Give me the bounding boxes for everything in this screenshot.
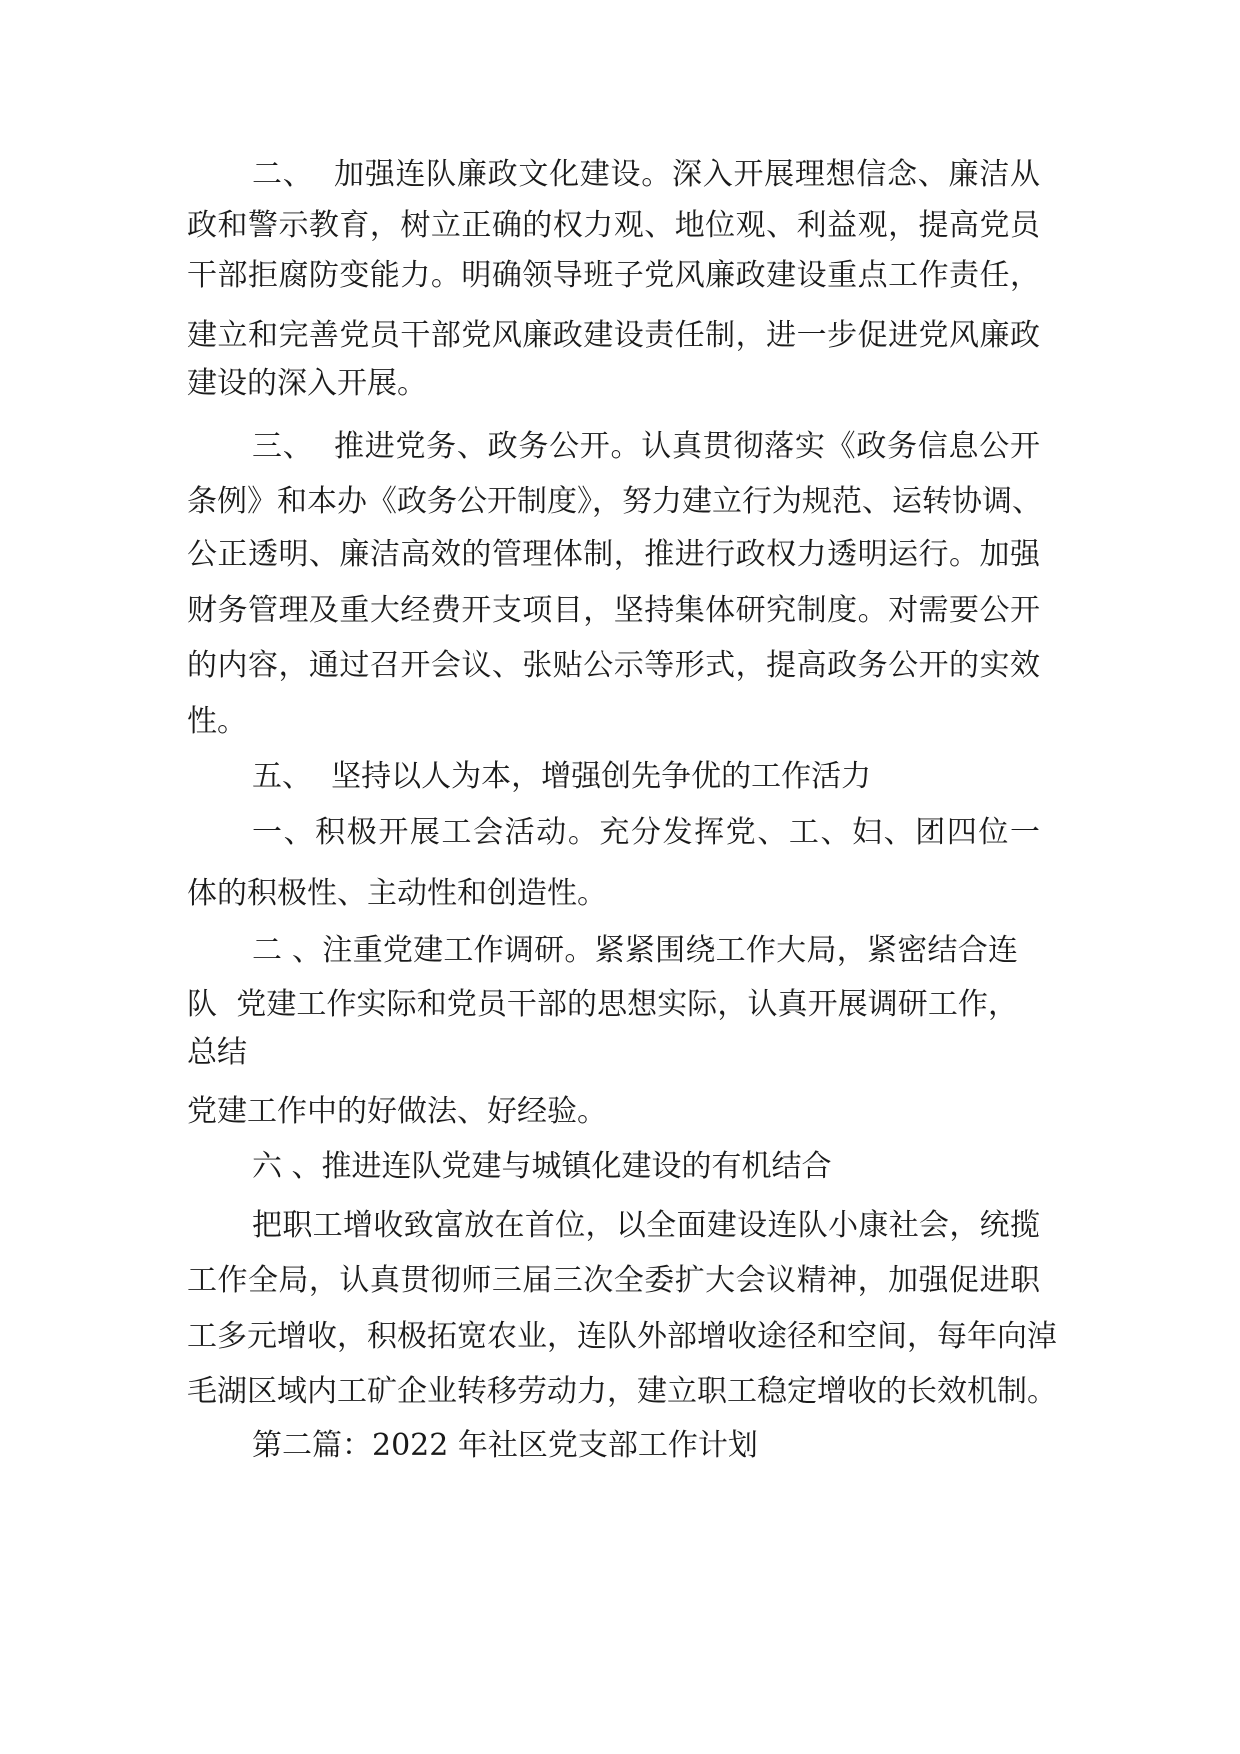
paragraph-line: 建设的深入开展。: [187, 366, 427, 401]
paragraph-line: 工作全局，认真贯彻师三届三次全委扩大会议精神，加强促进职: [187, 1263, 1040, 1298]
paragraph-line: 二 、注重党建工作调研。紧紧围绕工作大局，紧密结合连: [252, 933, 1018, 968]
paragraph-line: 条例》和本办《政务公开制度》，努力建立行为规范、运转协调、: [187, 484, 1042, 519]
paragraph-line: 公正透明、廉洁高效的管理体制，推进行政权力透明运行。加强: [187, 537, 1040, 572]
paragraph-line: 队 党建工作实际和党员干部的思想实际，认真开展调研工作，: [187, 987, 1018, 1022]
paragraph-line: 性。: [187, 704, 247, 739]
paragraph-line: 党建工作中的好做法、好经验。: [187, 1094, 607, 1129]
paragraph-line: 二、 加强连队廉政文化建设。深入开展理想信念、廉洁从: [252, 157, 1040, 192]
paragraph-line: 一、积极开展工会活动。充分发挥党、工、妇、团四位一: [252, 815, 1040, 850]
paragraph-line: 干部拒腐防变能力。明确领导班子党风廉政建设重点工作责任，: [187, 258, 1040, 293]
paragraph-line: 体的积极性、主动性和创造性。: [187, 876, 607, 911]
paragraph-line: 三、 推进党务、政务公开。认真贯彻落实《政务信息公开: [252, 429, 1040, 464]
paragraph-line: 总结: [187, 1035, 247, 1070]
paragraph-line: 政和警示教育，树立正确的权力观、地位观、利益观，提高党员: [187, 208, 1040, 243]
section-heading: 第二篇：2022 年社区党支部工作计划: [252, 1428, 758, 1463]
paragraph-line: 建立和完善党员干部党风廉政建设责任制，进一步促进党风廉政: [187, 318, 1040, 353]
paragraph-line: 毛湖区域内工矿企业转移劳动力，建立职工稳定增收的长效机制。: [187, 1374, 1057, 1409]
section-heading: 六 、推进连队党建与城镇化建设的有机结合: [252, 1149, 832, 1184]
paragraph-line: 工多元增收，积极拓宽农业，连队外部增收途径和空间，每年向淖: [187, 1319, 1057, 1354]
paragraph-line: 财务管理及重大经费开支项目，坚持集体研究制度。对需要公开: [187, 593, 1040, 628]
paragraph-line: 把职工增收致富放在首位，以全面建设连队小康社会，统揽: [252, 1208, 1040, 1243]
paragraph-line: 的内容，通过召开会议、张贴公示等形式，提高政务公开的实效: [187, 648, 1040, 683]
section-heading: 五、 坚持以人为本，增强创先争优的工作活力: [252, 759, 872, 794]
